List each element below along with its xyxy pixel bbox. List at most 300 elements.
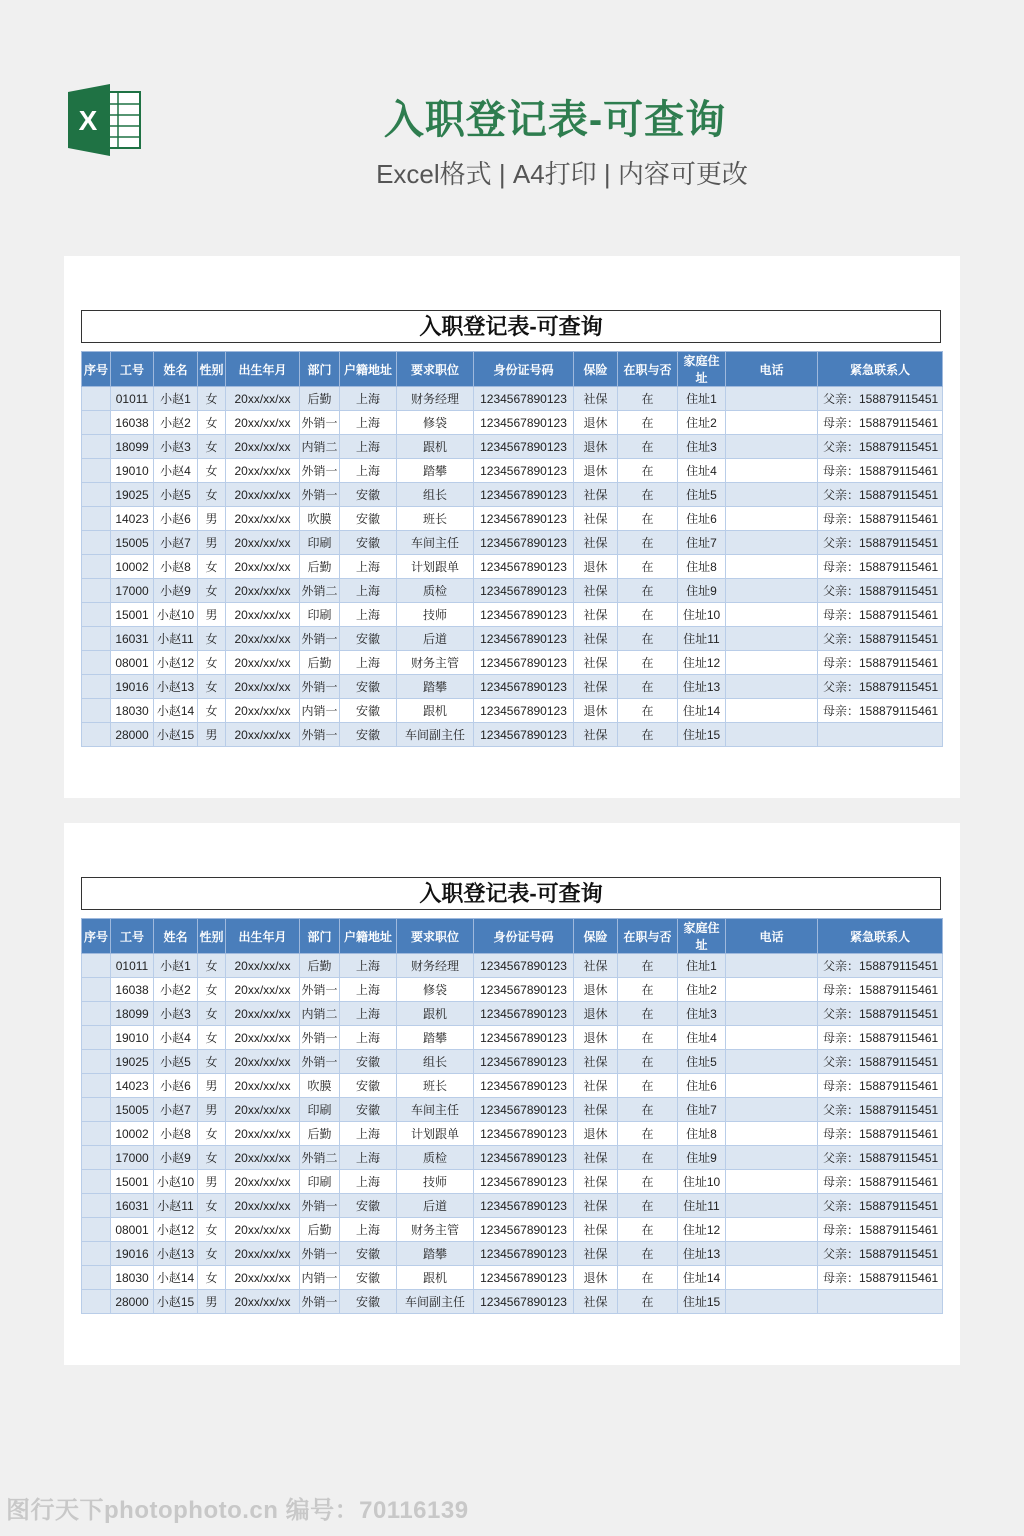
table-row — [82, 531, 943, 555]
cell-gender: 男 — [198, 1170, 226, 1194]
cell-name: 小赵7 — [154, 1098, 198, 1122]
cell-household: 安徽 — [340, 1074, 397, 1098]
cell-household: 上海 — [340, 459, 397, 483]
cell-gender: 女 — [198, 1146, 226, 1170]
page-title: 入职登记表-可查询 — [383, 98, 727, 142]
sheet-preview-2 — [64, 823, 960, 1365]
cell-position: 技师 — [397, 1170, 474, 1194]
cell-id-number: 1234567890123 — [474, 555, 574, 579]
cell-position: 踏攀 — [397, 675, 474, 699]
cell-seq — [82, 1074, 111, 1098]
cell-gender: 男 — [198, 1098, 226, 1122]
cell-address: 住址10 — [678, 1170, 726, 1194]
cell-employed: 在 — [618, 1266, 678, 1290]
cell-employed: 在 — [618, 1146, 678, 1170]
sheet-title: 入职登记表-可查询 — [81, 310, 941, 343]
cell-name: 小赵6 — [154, 507, 198, 531]
cell-address: 住址4 — [678, 1026, 726, 1050]
cell-phone — [726, 699, 818, 723]
cell-emergency-contact: 父亲：158879115451 — [818, 387, 943, 411]
cell-seq — [82, 387, 111, 411]
cell-emergency-contact: 父亲：158879115451 — [818, 435, 943, 459]
cell-position: 班长 — [397, 1074, 474, 1098]
cell-seq — [82, 1290, 111, 1314]
cell-insurance: 社保 — [574, 1050, 618, 1074]
cell-name: 小赵11 — [154, 627, 198, 651]
cell-seq — [82, 699, 111, 723]
cell-phone — [726, 531, 818, 555]
table-row — [82, 675, 943, 699]
table-row — [82, 723, 943, 747]
cell-dept: 印刷 — [300, 1098, 340, 1122]
cell-gender: 女 — [198, 1266, 226, 1290]
cell-emergency-contact: 母亲：158879115461 — [818, 1122, 943, 1146]
cell-address: 住址1 — [678, 387, 726, 411]
cell-name: 小赵5 — [154, 1050, 198, 1074]
cell-gender: 女 — [198, 1218, 226, 1242]
cell-seq — [82, 603, 111, 627]
cell-dept: 内销一 — [300, 1266, 340, 1290]
cell-position: 车间副主任 — [397, 723, 474, 747]
cell-name: 小赵7 — [154, 531, 198, 555]
cell-phone — [726, 1290, 818, 1314]
cell-id-number: 1234567890123 — [474, 483, 574, 507]
cell-emergency-contact: 母亲：158879115461 — [818, 1218, 943, 1242]
cell-insurance: 社保 — [574, 1098, 618, 1122]
cell-insurance: 社保 — [574, 1074, 618, 1098]
cell-insurance: 社保 — [574, 1146, 618, 1170]
cell-job-id: 15001 — [111, 1170, 154, 1194]
cell-seq — [82, 1266, 111, 1290]
cell-id-number: 1234567890123 — [474, 627, 574, 651]
cell-seq — [82, 1050, 111, 1074]
cell-job-id: 17000 — [111, 1146, 154, 1170]
cell-insurance: 社保 — [574, 579, 618, 603]
cell-employed: 在 — [618, 387, 678, 411]
cell-address: 住址3 — [678, 435, 726, 459]
cell-phone — [726, 954, 818, 978]
cell-insurance: 社保 — [574, 507, 618, 531]
cell-seq — [82, 675, 111, 699]
cell-insurance: 社保 — [574, 1218, 618, 1242]
cell-id-number: 1234567890123 — [474, 1194, 574, 1218]
cell-phone — [726, 387, 818, 411]
column-header-seq: 序号 — [82, 352, 111, 387]
cell-emergency-contact — [818, 1290, 943, 1314]
cell-address: 住址11 — [678, 1194, 726, 1218]
cell-seq — [82, 1122, 111, 1146]
cell-employed: 在 — [618, 435, 678, 459]
cell-emergency-contact: 父亲：158879115451 — [818, 531, 943, 555]
cell-name: 小赵15 — [154, 1290, 198, 1314]
cell-name: 小赵3 — [154, 1002, 198, 1026]
cell-id-number: 1234567890123 — [474, 651, 574, 675]
cell-seq — [82, 1218, 111, 1242]
cell-household: 上海 — [340, 978, 397, 1002]
cell-insurance: 社保 — [574, 531, 618, 555]
cell-emergency-contact: 母亲：158879115461 — [818, 651, 943, 675]
cell-job-id: 15001 — [111, 603, 154, 627]
cell-household: 安徽 — [340, 1098, 397, 1122]
cell-employed: 在 — [618, 1074, 678, 1098]
cell-name: 小赵14 — [154, 1266, 198, 1290]
cell-insurance: 退休 — [574, 555, 618, 579]
cell-household: 安徽 — [340, 507, 397, 531]
cell-dept: 印刷 — [300, 531, 340, 555]
cell-employed: 在 — [618, 1122, 678, 1146]
cell-id-number: 1234567890123 — [474, 1266, 574, 1290]
cell-emergency-contact: 母亲：158879115461 — [818, 603, 943, 627]
cell-household: 上海 — [340, 387, 397, 411]
cell-emergency-contact: 母亲：158879115461 — [818, 699, 943, 723]
watermark: 图行天下photophoto.cn 编号：70116139 — [6, 1497, 469, 1524]
cell-birth: 20xx/xx/xx — [226, 603, 300, 627]
cell-address: 住址2 — [678, 411, 726, 435]
cell-household: 安徽 — [340, 1290, 397, 1314]
cell-seq — [82, 978, 111, 1002]
cell-seq — [82, 459, 111, 483]
cell-job-id: 18030 — [111, 699, 154, 723]
table-row — [82, 1122, 943, 1146]
cell-gender: 男 — [198, 531, 226, 555]
cell-name: 小赵12 — [154, 651, 198, 675]
cell-insurance: 社保 — [574, 627, 618, 651]
cell-dept: 外销一 — [300, 411, 340, 435]
cell-household: 安徽 — [340, 1050, 397, 1074]
cell-job-id: 15005 — [111, 531, 154, 555]
cell-gender: 女 — [198, 411, 226, 435]
cell-dept: 后勤 — [300, 387, 340, 411]
cell-household: 上海 — [340, 1002, 397, 1026]
cell-position: 组长 — [397, 483, 474, 507]
cell-phone — [726, 675, 818, 699]
table-row — [82, 555, 943, 579]
cell-gender: 男 — [198, 1074, 226, 1098]
cell-id-number: 1234567890123 — [474, 459, 574, 483]
cell-position: 组长 — [397, 1050, 474, 1074]
cell-job-id: 19010 — [111, 459, 154, 483]
column-header-dept: 部门 — [300, 919, 340, 954]
cell-employed: 在 — [618, 483, 678, 507]
cell-id-number: 1234567890123 — [474, 1074, 574, 1098]
cell-seq — [82, 1002, 111, 1026]
registration-table — [81, 351, 943, 747]
cell-name: 小赵9 — [154, 579, 198, 603]
cell-emergency-contact: 父亲：158879115451 — [818, 483, 943, 507]
cell-dept: 内销一 — [300, 699, 340, 723]
column-header-phone: 电话 — [726, 352, 818, 387]
table-row — [82, 978, 943, 1002]
cell-phone — [726, 627, 818, 651]
cell-name: 小赵15 — [154, 723, 198, 747]
cell-seq — [82, 723, 111, 747]
cell-gender: 女 — [198, 1194, 226, 1218]
cell-name: 小赵8 — [154, 1122, 198, 1146]
cell-insurance: 社保 — [574, 651, 618, 675]
cell-emergency-contact: 母亲：158879115461 — [818, 1266, 943, 1290]
cell-name: 小赵4 — [154, 1026, 198, 1050]
cell-phone — [726, 1002, 818, 1026]
cell-insurance: 社保 — [574, 1194, 618, 1218]
cell-birth: 20xx/xx/xx — [226, 627, 300, 651]
cell-name: 小赵13 — [154, 1242, 198, 1266]
cell-household: 安徽 — [340, 675, 397, 699]
cell-position: 质检 — [397, 1146, 474, 1170]
cell-name: 小赵8 — [154, 555, 198, 579]
column-header-emergency-contact: 紧急联系人 — [818, 352, 943, 387]
cell-id-number: 1234567890123 — [474, 1170, 574, 1194]
cell-insurance: 社保 — [574, 1290, 618, 1314]
cell-phone — [726, 603, 818, 627]
cell-birth: 20xx/xx/xx — [226, 507, 300, 531]
cell-seq — [82, 1242, 111, 1266]
table-row — [82, 1074, 943, 1098]
column-header-job-id: 工号 — [111, 352, 154, 387]
cell-emergency-contact: 父亲：158879115451 — [818, 1242, 943, 1266]
cell-insurance: 退休 — [574, 1266, 618, 1290]
cell-job-id: 19016 — [111, 1242, 154, 1266]
table-row — [82, 579, 943, 603]
cell-employed: 在 — [618, 627, 678, 651]
cell-emergency-contact: 父亲：158879115451 — [818, 1002, 943, 1026]
cell-position: 财务经理 — [397, 954, 474, 978]
cell-birth: 20xx/xx/xx — [226, 1242, 300, 1266]
cell-id-number: 1234567890123 — [474, 603, 574, 627]
cell-dept: 外销一 — [300, 1026, 340, 1050]
cell-insurance: 退休 — [574, 699, 618, 723]
cell-birth: 20xx/xx/xx — [226, 978, 300, 1002]
cell-seq — [82, 1146, 111, 1170]
cell-birth: 20xx/xx/xx — [226, 699, 300, 723]
cell-dept: 外销二 — [300, 579, 340, 603]
cell-name: 小赵4 — [154, 459, 198, 483]
cell-seq — [82, 627, 111, 651]
cell-position: 踏攀 — [397, 459, 474, 483]
cell-position: 技师 — [397, 603, 474, 627]
table-row — [82, 1146, 943, 1170]
cell-emergency-contact: 父亲：158879115451 — [818, 1098, 943, 1122]
cell-name: 小赵3 — [154, 435, 198, 459]
cell-job-id: 17000 — [111, 579, 154, 603]
cell-insurance: 退休 — [574, 978, 618, 1002]
cell-insurance: 退休 — [574, 459, 618, 483]
cell-dept: 吹膜 — [300, 1074, 340, 1098]
cell-address: 住址14 — [678, 1266, 726, 1290]
cell-address: 住址9 — [678, 1146, 726, 1170]
cell-birth: 20xx/xx/xx — [226, 1098, 300, 1122]
cell-gender: 女 — [198, 579, 226, 603]
cell-id-number: 1234567890123 — [474, 1026, 574, 1050]
page-subtitle: Excel格式 | A4打印 | 内容可更改 — [376, 159, 748, 189]
cell-position: 财务经理 — [397, 387, 474, 411]
cell-position: 修袋 — [397, 978, 474, 1002]
cell-seq — [82, 1170, 111, 1194]
cell-emergency-contact: 母亲：158879115461 — [818, 978, 943, 1002]
cell-seq — [82, 1026, 111, 1050]
cell-position: 质检 — [397, 579, 474, 603]
cell-name: 小赵13 — [154, 675, 198, 699]
cell-id-number: 1234567890123 — [474, 507, 574, 531]
column-header-gender: 性别 — [198, 919, 226, 954]
cell-position: 财务主管 — [397, 651, 474, 675]
cell-address: 住址5 — [678, 483, 726, 507]
cell-insurance: 退休 — [574, 1026, 618, 1050]
cell-address: 住址5 — [678, 1050, 726, 1074]
cell-id-number: 1234567890123 — [474, 1242, 574, 1266]
cell-gender: 男 — [198, 723, 226, 747]
cell-job-id: 16031 — [111, 627, 154, 651]
cell-employed: 在 — [618, 978, 678, 1002]
sheet-preview-1 — [64, 256, 960, 798]
cell-id-number: 1234567890123 — [474, 435, 574, 459]
cell-gender: 女 — [198, 387, 226, 411]
cell-name: 小赵11 — [154, 1194, 198, 1218]
column-header-birth: 出生年月 — [226, 352, 300, 387]
cell-job-id: 14023 — [111, 1074, 154, 1098]
cell-gender: 女 — [198, 651, 226, 675]
cell-birth: 20xx/xx/xx — [226, 1146, 300, 1170]
cell-emergency-contact: 父亲：158879115451 — [818, 675, 943, 699]
cell-position: 车间主任 — [397, 531, 474, 555]
cell-birth: 20xx/xx/xx — [226, 411, 300, 435]
table-row — [82, 1290, 943, 1314]
cell-name: 小赵1 — [154, 954, 198, 978]
cell-seq — [82, 483, 111, 507]
cell-birth: 20xx/xx/xx — [226, 483, 300, 507]
cell-id-number: 1234567890123 — [474, 978, 574, 1002]
cell-position: 踏攀 — [397, 1242, 474, 1266]
cell-gender: 女 — [198, 978, 226, 1002]
cell-id-number: 1234567890123 — [474, 1002, 574, 1026]
cell-gender: 女 — [198, 699, 226, 723]
table-row — [82, 1002, 943, 1026]
cell-job-id: 01011 — [111, 954, 154, 978]
cell-id-number: 1234567890123 — [474, 723, 574, 747]
table-row — [82, 1170, 943, 1194]
cell-emergency-contact: 母亲：158879115461 — [818, 555, 943, 579]
cell-emergency-contact: 母亲：158879115461 — [818, 1170, 943, 1194]
cell-insurance: 社保 — [574, 603, 618, 627]
cell-birth: 20xx/xx/xx — [226, 651, 300, 675]
column-header-insurance: 保险 — [574, 352, 618, 387]
cell-position: 跟机 — [397, 699, 474, 723]
cell-phone — [726, 411, 818, 435]
cell-job-id: 16038 — [111, 978, 154, 1002]
cell-household: 安徽 — [340, 483, 397, 507]
cell-emergency-contact: 父亲：158879115451 — [818, 1146, 943, 1170]
cell-employed: 在 — [618, 954, 678, 978]
cell-job-id: 19025 — [111, 483, 154, 507]
cell-dept: 外销一 — [300, 1050, 340, 1074]
table-row — [82, 1098, 943, 1122]
cell-household: 上海 — [340, 603, 397, 627]
cell-dept: 印刷 — [300, 603, 340, 627]
cell-gender: 女 — [198, 483, 226, 507]
column-header-employed: 在职与否 — [618, 919, 678, 954]
cell-name: 小赵9 — [154, 1146, 198, 1170]
cell-birth: 20xx/xx/xx — [226, 1002, 300, 1026]
cell-employed: 在 — [618, 555, 678, 579]
cell-phone — [726, 483, 818, 507]
cell-phone — [726, 1074, 818, 1098]
cell-household: 上海 — [340, 435, 397, 459]
cell-id-number: 1234567890123 — [474, 1122, 574, 1146]
column-header-address: 家庭住址 — [678, 352, 726, 387]
cell-seq — [82, 435, 111, 459]
cell-address: 住址12 — [678, 1218, 726, 1242]
cell-birth: 20xx/xx/xx — [226, 435, 300, 459]
cell-employed: 在 — [618, 531, 678, 555]
column-header-seq: 序号 — [82, 919, 111, 954]
cell-employed: 在 — [618, 675, 678, 699]
cell-emergency-contact: 父亲：158879115451 — [818, 954, 943, 978]
cell-gender: 男 — [198, 603, 226, 627]
cell-job-id: 08001 — [111, 651, 154, 675]
cell-phone — [726, 555, 818, 579]
cell-emergency-contact: 父亲：158879115451 — [818, 579, 943, 603]
cell-household: 上海 — [340, 1170, 397, 1194]
cell-birth: 20xx/xx/xx — [226, 1194, 300, 1218]
cell-position: 车间主任 — [397, 1098, 474, 1122]
cell-phone — [726, 1218, 818, 1242]
cell-dept: 外销一 — [300, 1290, 340, 1314]
excel-logo-letter: X — [78, 105, 98, 136]
cell-household: 上海 — [340, 411, 397, 435]
table-row — [82, 1218, 943, 1242]
cell-dept: 外销一 — [300, 675, 340, 699]
cell-dept: 外销一 — [300, 627, 340, 651]
table-header-row — [82, 352, 943, 387]
cell-name: 小赵12 — [154, 1218, 198, 1242]
cell-birth: 20xx/xx/xx — [226, 1170, 300, 1194]
cell-job-id: 15005 — [111, 1098, 154, 1122]
cell-seq — [82, 579, 111, 603]
cell-birth: 20xx/xx/xx — [226, 675, 300, 699]
cell-phone — [726, 1050, 818, 1074]
cell-phone — [726, 651, 818, 675]
column-header-birth: 出生年月 — [226, 919, 300, 954]
column-header-employed: 在职与否 — [618, 352, 678, 387]
table-row — [82, 699, 943, 723]
cell-position: 财务主管 — [397, 1218, 474, 1242]
cell-id-number: 1234567890123 — [474, 1290, 574, 1314]
cell-job-id: 19016 — [111, 675, 154, 699]
cell-employed: 在 — [618, 1170, 678, 1194]
cell-emergency-contact: 母亲：158879115461 — [818, 1026, 943, 1050]
column-header-gender: 性别 — [198, 352, 226, 387]
cell-address: 住址8 — [678, 555, 726, 579]
table-row — [82, 627, 943, 651]
cell-seq — [82, 555, 111, 579]
column-header-position: 要求职位 — [397, 352, 474, 387]
cell-id-number: 1234567890123 — [474, 1050, 574, 1074]
cell-employed: 在 — [618, 1026, 678, 1050]
cell-seq — [82, 1098, 111, 1122]
cell-id-number: 1234567890123 — [474, 1218, 574, 1242]
column-header-emergency-contact: 紧急联系人 — [818, 919, 943, 954]
cell-phone — [726, 1146, 818, 1170]
column-header-position: 要求职位 — [397, 919, 474, 954]
cell-dept: 印刷 — [300, 1170, 340, 1194]
table-row — [82, 459, 943, 483]
cell-household: 安徽 — [340, 1266, 397, 1290]
cell-seq — [82, 531, 111, 555]
cell-address: 住址13 — [678, 1242, 726, 1266]
cell-gender: 女 — [198, 675, 226, 699]
cell-name: 小赵6 — [154, 1074, 198, 1098]
cell-address: 住址11 — [678, 627, 726, 651]
cell-name: 小赵10 — [154, 1170, 198, 1194]
